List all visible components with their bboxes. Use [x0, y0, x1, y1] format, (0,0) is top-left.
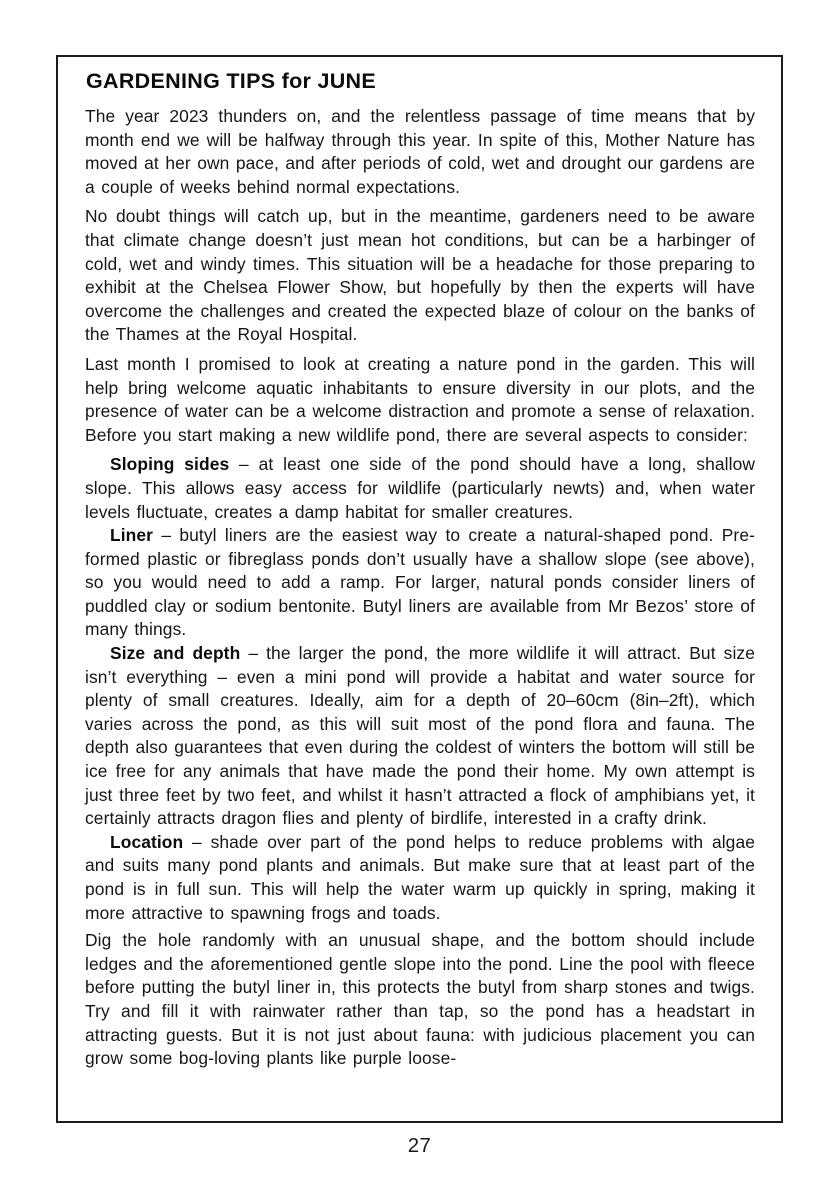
paragraph-text: Last month I promised to look at creating a nature pond in the garden. This will help bring welcome aquatic inhabitants to ensure diversity in our plots, and the presence of water can be a welcome distraction and promote a sense of relaxation. Before you start making a new wildlife pond, there are several aspects to consider: [85, 353, 755, 445]
page-number: 27 [407, 1134, 432, 1157]
paragraph-lead: Size and depth [110, 643, 241, 664]
paragraph [85, 353, 755, 447]
paragraph-liner [85, 524, 755, 642]
paragraph-lead: Location [110, 831, 184, 852]
paragraph-size-and-depth [85, 642, 755, 831]
paragraph-text: The year 2023 thunders on, and the relentless passage of time means that by month end we will be halfway through this year. In spite of this, Mother Nature has moved at her own pace, and after periods of cold, wet and drought our gardens are a couple of weeks behind normal expectations. [85, 106, 755, 197]
paragraph-text: – the larger the pond, the more wildlife it will attract. But size isn’t everything – even a mini pond will provide a habitat and water source for plenty of small creatures. Ideally, aim for a depth of 20–60cm (8in–2ft), which varies across the pond, as this will suit most of the pond flora and fauna. The depth also guarantees that even during the coldest of winters the bottom will still be ice free for any animals that have made the pond their home. My own attempt is just three feet by two feet, and whilst it hasn’t attracted a flock of amphibians yet, it certainly attracts dragon flies and plenty of birdlife, interested in a crafty drink. [85, 643, 755, 829]
paragraph [85, 105, 755, 199]
paragraph-text: No doubt things will catch up, but in the meantime, gardeners need to be aware that climate change doesn’t just mean hot conditions, but can be a harbinger of cold, wet and windy times. This situation will be a headache for those preparing to exhibit at the Chelsea Flower Show, but hopefully by then the experts will have overcome the challenges and created the expected blaze of colour on the banks of the Thames at the Royal Hospital. [85, 206, 755, 345]
paragraph-text: – at least one side of the pond should have a long, shallow slope. This allows easy access for wildlife (particularly newts) and, when water levels fluctuate, creates a damp habitat for smaller creatures. [85, 454, 755, 522]
paragraph-lead: Liner [110, 525, 154, 546]
article-title: GARDENING TIPS for JUNE [86, 69, 377, 93]
article-frame [56, 55, 783, 1123]
paragraph-sloping-sides [85, 453, 755, 524]
paragraph-text: Dig the hole randomly with an unusual shape, and the bottom should include ledges and the aforementioned gentle slope into the pond. Line the pool with fleece before putting the butyl liner in, this protects the butyl from sharp stones and twigs. Try and fill it with rainwater rather than tap, so the pond has a headstart in attracting guests. But it is not just about fauna: with judicious placement you can grow some bog-loving plants like purple loose- [85, 930, 755, 1069]
paragraph-lead: Sloping sides [110, 454, 230, 475]
paragraph-text: – butyl liners are the easiest way to create a natural-shaped pond. Pre-formed plastic or fibreglass ponds don’t usually have a shallow slope (see above), so you would need to add a ramp. For larger, natural ponds consider liners of puddled clay or sodium bentonite. Butyl liners are available from Mr Bezos’ store of many things. [85, 525, 755, 640]
paragraph-text: – shade over part of the pond helps to reduce problems with algae and suits many pond plants and animals. But make sure that at least part of the pond is in full sun. This will help the water warm up quickly in spring, making it more attractive to spawning frogs and toads. [85, 831, 755, 923]
paragraph-location [85, 831, 755, 925]
paragraph [85, 205, 755, 347]
paragraph [85, 929, 755, 1071]
